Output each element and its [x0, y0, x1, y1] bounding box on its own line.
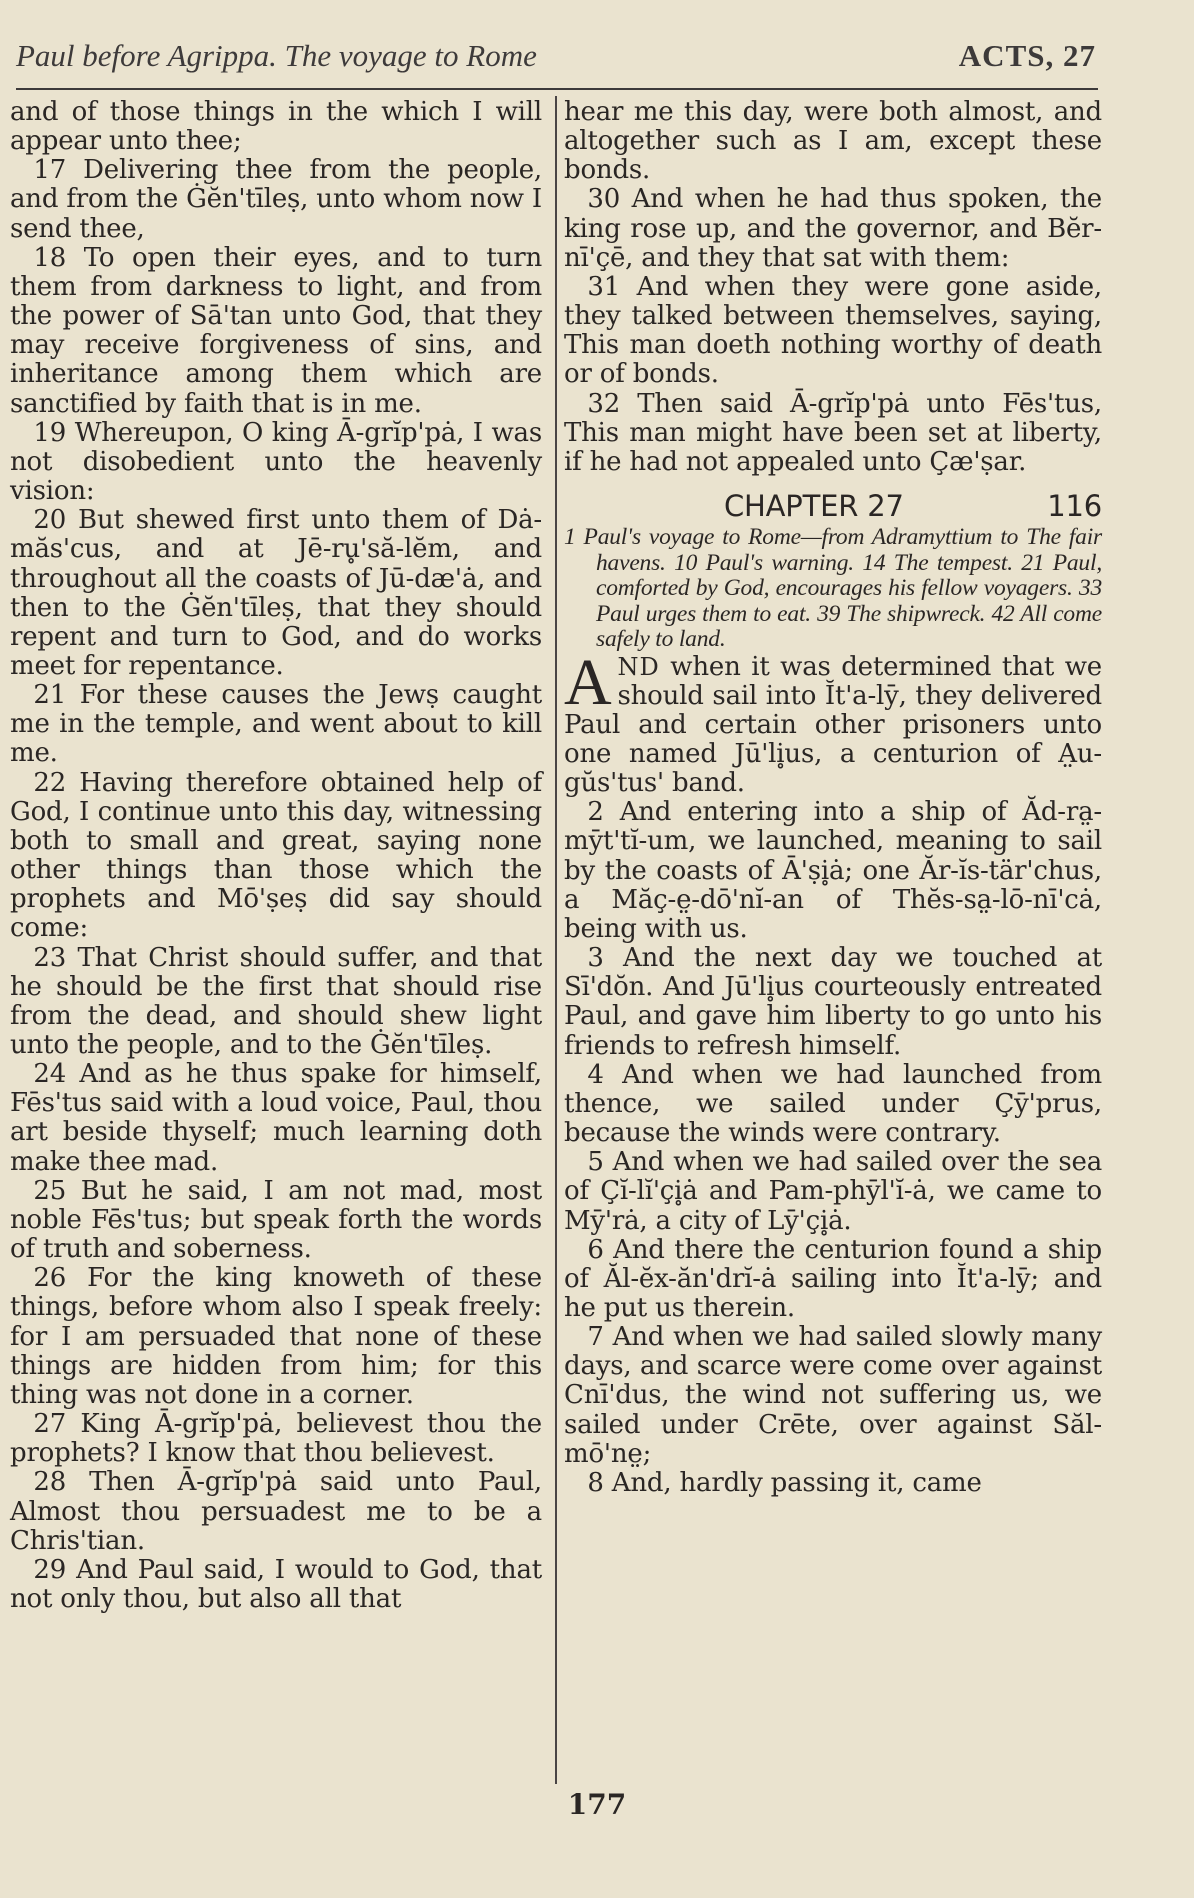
- chapter-title: CHAPTER 27: [724, 489, 904, 524]
- verse: 19 Whereupon, O king Ā-grĭp'pȧ, I was not disobedient unto the heavenly vision:: [10, 417, 542, 507]
- verse: 7 And when we had sailed slowly many days, and scarce were come over against Cnī'dus, the wind not suffering us, we sailed under Crēte, over against Săl-mō'ne̤;: [564, 1322, 1102, 1469]
- verse: 20 But shewed first unto them of Dȧ-măs'cus, and at Jē-ru̥'să-lĕm, and throughout all the coasts of Jū-dæ'ȧ, and then to the Ġĕn'tīleṣ, that they should repent and turn to God, and do works meet for repentance.: [10, 505, 542, 681]
- chapter-summary: 1 Paul's voyage to Rome—from Adramyttium to The fair havens. 10 Paul's warning. 14 The tempest. 21 Paul, comforted by God, encourages his fellow voyagers. 33 Paul urges them to eat. 39 The shipwreck. 42 All come safely to land.: [564, 524, 1102, 653]
- verse: 31 And when they were gone aside, they talked between themselves, saying, This man doeth nothing worthy of death or of bonds.: [564, 271, 1102, 390]
- verse: 23 That Christ should suffer, and that he should be the first that should rise from the dead, and should shew light unto the people, and to the Ġĕn'tīleṣ.: [10, 942, 542, 1060]
- verse: 22 Having therefore obtained help of God, I continue unto this day, witnessing both to small and great, saying none other things than those which the prophets and Mō'ṣeṣ did say should come:: [10, 767, 542, 944]
- verse: 32 Then said Ā-grĭp'pȧ unto Fēs'tus, This man might have been set at liberty, if he had not appealed unto Çæ'ṣar.: [564, 388, 1102, 477]
- verse-1-text: when it was determined that we should sail into Ĭt'a-lȳ, they delivered Paul and certain other prisoners unto one named Jū'li̥us, a centurion of A̤u-gŭs'tus' band.: [564, 651, 1102, 799]
- verse: 27 King Ā-grĭp'pȧ, believest thou the prophets? I know that thou believest.: [10, 1409, 542, 1469]
- verse: 25 But he said, I am not mad, most noble Fēs'tus; but speak forth the words of truth and soberness.: [10, 1175, 542, 1265]
- left-column: [10, 98, 542, 1614]
- verse: 8 And, hardly passing it, came: [587, 1467, 982, 1498]
- chapter-heading: [564, 487, 1102, 525]
- verse: 29 And Paul said, I would to God, that not only thou, but also all that: [10, 1554, 542, 1614]
- verse: 4 And when we had launched from thence, we sailed under Çȳ'prus, because the winds were contrary.: [564, 1059, 1102, 1149]
- verse: 21 For these causes the Jewṣ caught me in the temple, and went about to kill me.: [10, 680, 542, 769]
- page-header: [16, 38, 1096, 82]
- verse: 2 And entering into a ship of Ăd-ra̤-mȳt'tĭ-um, we launched, meaning to sail by the coasts of Ā'ṣi̥ȧ; one Ăr-ĭs-tär'chus, a Măç-e̤-dō'nĭ-an of Thĕs-sa̤-lō-nī'cȧ, being with us.: [564, 797, 1102, 944]
- verse: and of those things in the which I will appear unto thee;: [10, 97, 542, 157]
- right-column: [564, 98, 1102, 1498]
- header-rule: [16, 88, 1098, 90]
- verse: 26 For the king knoweth of these things, before whom also I speak freely: for I am persuaded that none of these things are hidden from him; for this thing was not done in a corner.: [10, 1263, 542, 1410]
- chapter-number: 116: [1047, 489, 1102, 524]
- verse: 28 Then Ā-grĭp'pȧ said unto Paul, Almost thou persuadest me to be a Chris'tian.: [10, 1467, 542, 1556]
- verse: hear me this day, were both almost, and altogether such as I am, except these bonds.: [564, 97, 1102, 186]
- page-number: 177: [567, 1788, 627, 1821]
- verse: 24 And as he thus spake for himself, Fēs'tus said with a loud voice, Paul, thou art beside thyself; much learning doth make thee mad.: [10, 1059, 542, 1177]
- verse: 5 And when we had sailed over the sea of Çĭ-lĭ'çi̥ȧ and Pam-phȳl'ĭ-ȧ, we came to Mȳ'rȧ, a city of Lȳ'çi̥ȧ.: [564, 1147, 1102, 1236]
- verse: 6 And there the centurion found a ship of Ăl-ĕx-ăn'drĭ-ȧ sailing into Ĭt'a-lȳ; and he put us therein.: [564, 1234, 1102, 1323]
- first-word-smallcaps: ND: [617, 652, 660, 681]
- verse-1: [564, 645, 1102, 799]
- book-chapter-label: ACTS, 27: [958, 38, 1096, 73]
- verse: 3 And the next day we touched at Sī'dŏn. And Jū'li̥us courteously entreated Paul, and gave him liberty to go unto his friends to refresh himself.: [564, 943, 1102, 1061]
- verse: 18 To open their eyes, and to turn them from darkness to light, and from the power of Sā'tan unto God, that they may receive forgiveness of sins, and inheritance among them which are sanctified by faith that is in me.: [10, 242, 542, 419]
- verse: 30 And when he had thus spoken, the king rose up, and the governor, and Bĕr-nī'çē, and they that sat with them:: [564, 184, 1102, 273]
- verse: 17 Delivering thee from the people, and from the Ġĕn'tīleṣ, unto whom now I send thee,: [10, 155, 542, 244]
- column-divider: [555, 96, 557, 1784]
- drop-cap: A: [564, 645, 612, 719]
- running-title: Paul before Agrippa. The voyage to Rome: [16, 38, 537, 73]
